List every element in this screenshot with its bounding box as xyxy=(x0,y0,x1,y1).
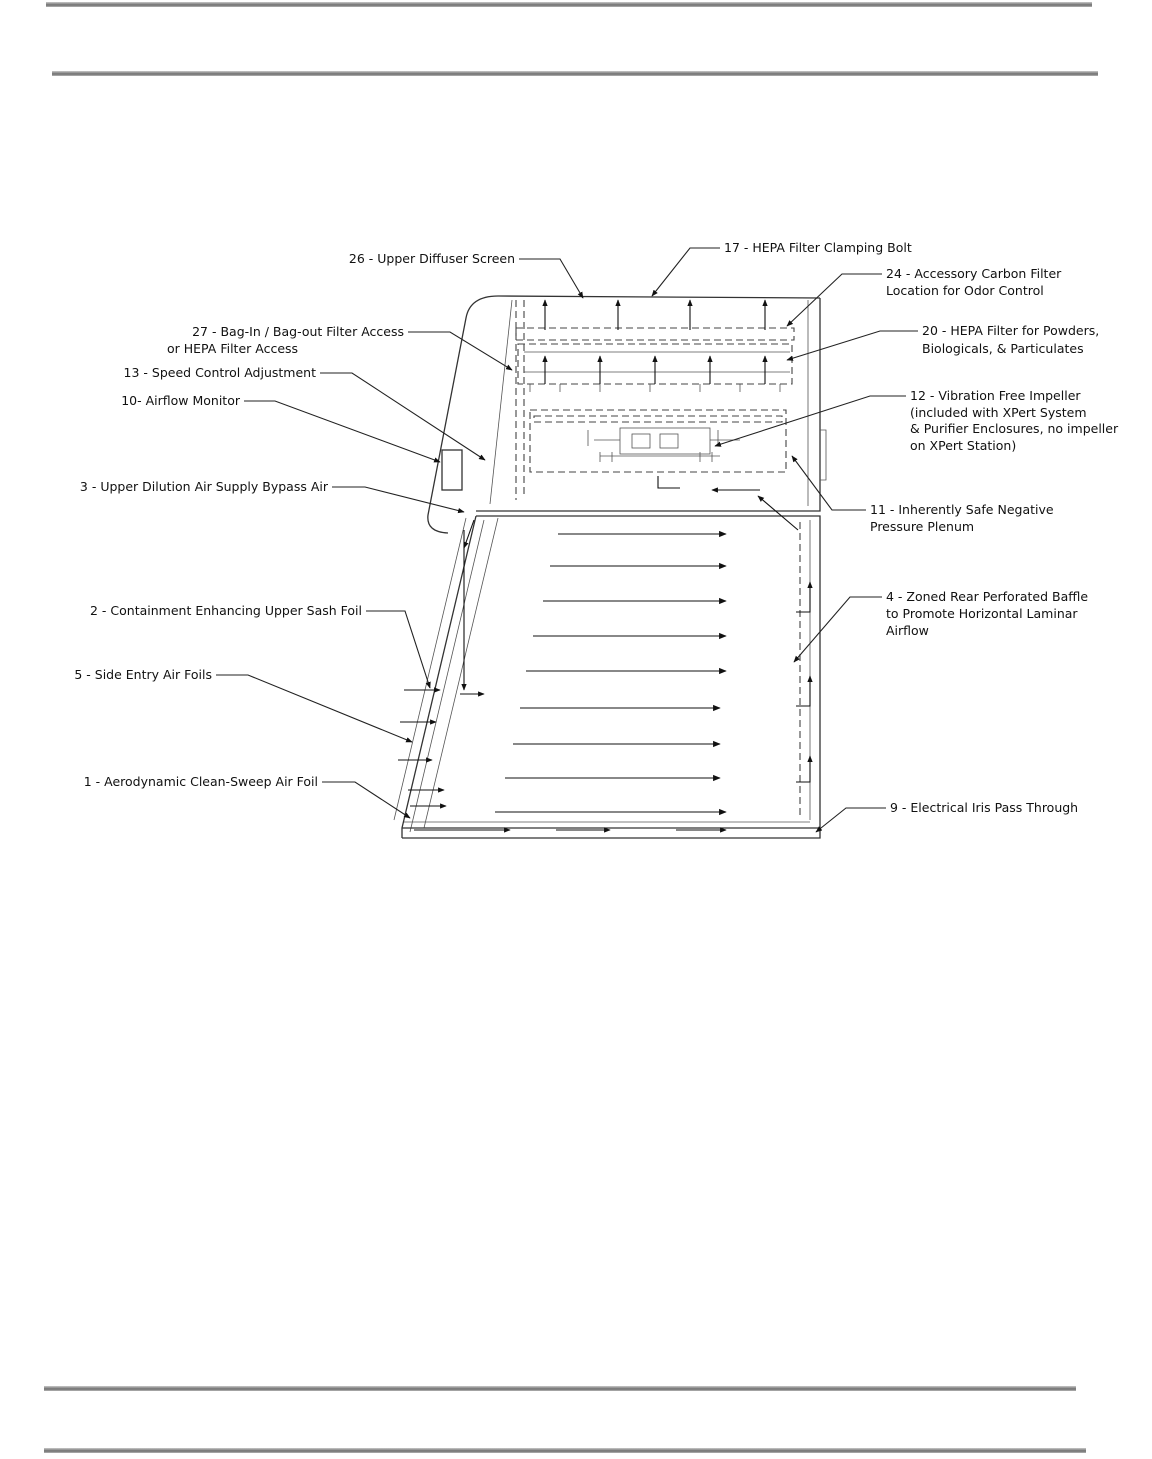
callout-20-hepa-filter-line1: 20 - HEPA Filter for Powders, xyxy=(922,323,1100,338)
callout-4-rear-baffle-line3: Airflow xyxy=(886,623,929,638)
callout-3-upper-dilution-air: 3 - Upper Dilution Air Supply Bypass Air xyxy=(79,479,328,494)
filter-assembly xyxy=(516,300,794,500)
callout-12-impeller-line4: on XPert Station) xyxy=(910,438,1017,453)
callout-24-carbon-filter-line2: Location for Odor Control xyxy=(886,283,1044,298)
callout-17-hepa-filter-clamping-bolt: 17 - HEPA Filter Clamping Bolt xyxy=(724,240,912,255)
callout-12-impeller-line3: & Purifier Enclosures, no impeller xyxy=(910,421,1119,436)
airflow-arrows xyxy=(398,300,810,830)
callout-24-carbon-filter-line1: 24 - Accessory Carbon Filter xyxy=(886,266,1062,281)
callout-1-clean-sweep-air-foil: 1 - Aerodynamic Clean-Sweep Air Foil xyxy=(83,774,318,789)
callout-26-upper-diffuser-screen: 26 - Upper Diffuser Screen xyxy=(348,251,515,266)
callout-20-hepa-filter-line2: Biologicals, & Particulates xyxy=(922,341,1084,356)
callout-27-bag-in-bag-out-line2: or HEPA Filter Access xyxy=(167,341,299,356)
callout-4-rear-baffle-line1: 4 - Zoned Rear Perforated Baffle xyxy=(886,589,1089,604)
callout-5-side-entry-air-foils: 5 - Side Entry Air Foils xyxy=(74,667,212,682)
callout-12-impeller-line1: 12 - Vibration Free Impeller xyxy=(910,388,1081,403)
callout-11-negative-pressure-line2: Pressure Plenum xyxy=(870,519,975,534)
enclosure-body xyxy=(394,296,826,838)
callout-2-upper-sash-foil: 2 - Containment Enhancing Upper Sash Foil xyxy=(90,603,362,618)
callout-13-speed-control: 13 - Speed Control Adjustment xyxy=(123,365,316,380)
callout-4-rear-baffle-line2: to Promote Horizontal Laminar xyxy=(886,606,1078,621)
callout-11-negative-pressure-line1: 11 - Inherently Safe Negative xyxy=(870,502,1054,517)
callout-27-bag-in-bag-out-line1: 27 - Bag-In / Bag-out Filter Access xyxy=(192,324,404,339)
callout-10-airflow-monitor: 10- Airflow Monitor xyxy=(121,393,240,408)
callout-12-impeller-line2: (included with XPert System xyxy=(910,405,1087,420)
callout-9-electrical-iris: 9 - Electrical Iris Pass Through xyxy=(890,800,1079,815)
